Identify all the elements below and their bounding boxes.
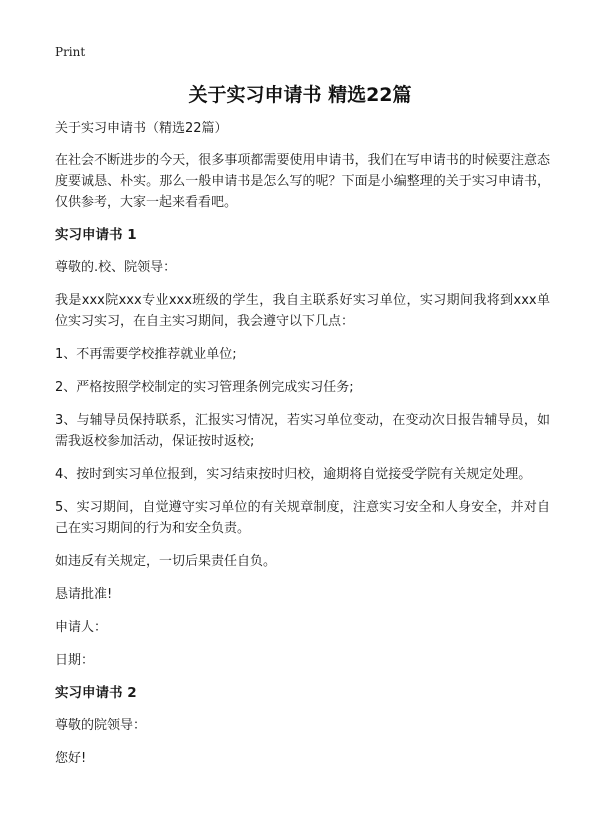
document-body [55, 120, 550, 781]
applicant-label: 申请人： [55, 620, 108, 635]
intro-paragraph: 在社会不断进步的今天，很多事项都需要使用申请书，我们在写申请书的时候要注意态度要诚恳、朴实。那么一般申请书是怎么写的呢？下面是小编整理的关于实习申请书，仅供参考，大家一起来看看吧。 [55, 153, 550, 210]
greeting-2: 您好! [55, 751, 87, 766]
list-item-5: 5、实习期间，自觉遵守实习单位的有关规章制度，注意实习安全和人身安全，并对自己在实习期间的行为和安全负责。 [55, 500, 550, 536]
closing-statement: 如违反有关规定，一切后果责任自负。 [55, 554, 277, 569]
section-heading-2: 实习申请书 2 [55, 685, 137, 701]
date-label: 日期： [55, 653, 95, 668]
request-line: 恳请批准! [55, 587, 113, 602]
print-link[interactable]: Print [55, 45, 86, 59]
salutation-2: 尊敬的院领导： [55, 718, 147, 733]
salutation-1: 尊敬的.校、院领导： [55, 260, 177, 275]
section-heading-1: 实习申请书 1 [55, 227, 137, 243]
document-title: 关于实习申请书 精选22篇 [188, 84, 412, 106]
list-item-4: 4、按时到实习单位报到，实习结束按时归校，逾期将自觉接受学院有关规定处理。 [55, 467, 532, 482]
list-item-2: 2、严格按照学校制定的实习管理条例完成实习任务; [55, 380, 354, 395]
list-item-3: 3、与辅导员保持联系，汇报实习情况，若实习单位变动，在变动次日报告辅导员，如需我返校参加活动，保证按时返校; [55, 413, 550, 449]
list-item-1: 1、不再需要学校推荐就业单位; [55, 347, 237, 362]
body-paragraph-1: 我是xxx院xxx专业xxx班级的学生，我自主联系好实习单位，实习期间我将到xxx单位实习实习，在自主实习期间，我会遵守以下几点： [55, 293, 550, 329]
document-subtitle: 关于实习申请书（精选22篇） [55, 121, 228, 136]
